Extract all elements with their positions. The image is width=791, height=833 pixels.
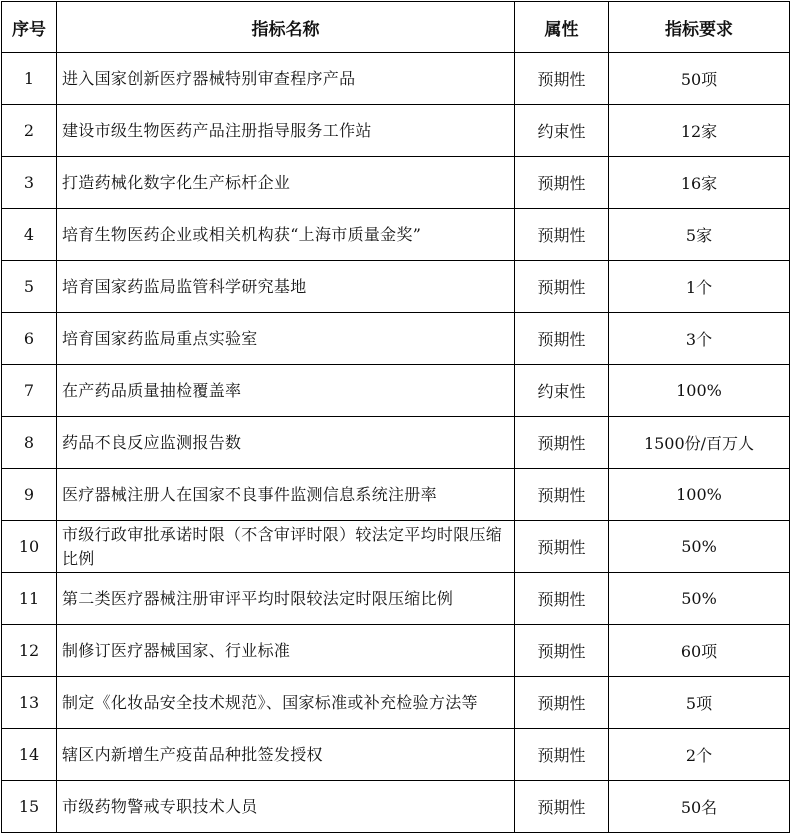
cell-index: 5 xyxy=(2,261,57,313)
cell-requirement: 50项 xyxy=(609,53,790,105)
cell-index: 13 xyxy=(2,677,57,729)
cell-name: 打造药械化数字化生产标杆企业 xyxy=(57,157,515,209)
cell-index: 11 xyxy=(2,573,57,625)
table-header xyxy=(2,2,790,53)
cell-name: 市级药物警戒专职技术人员 xyxy=(57,781,515,833)
cell-requirement: 1500份/百万人 xyxy=(609,417,790,469)
cell-requirement: 12家 xyxy=(609,105,790,157)
cell-index: 12 xyxy=(2,625,57,677)
cell-index: 9 xyxy=(2,469,57,521)
cell-requirement: 100% xyxy=(609,469,790,521)
cell-index: 15 xyxy=(2,781,57,833)
cell-name: 制修订医疗器械国家、行业标准 xyxy=(57,625,515,677)
header-requirement: 指标要求 xyxy=(609,2,790,53)
table-row xyxy=(2,105,790,157)
header-name: 指标名称 xyxy=(57,2,515,53)
cell-index: 2 xyxy=(2,105,57,157)
cell-attribute: 预期性 xyxy=(515,313,609,365)
cell-attribute: 预期性 xyxy=(515,625,609,677)
indicator-table xyxy=(1,1,790,833)
cell-name: 在产药品质量抽检覆盖率 xyxy=(57,365,515,417)
cell-name: 医疗器械注册人在国家不良事件监测信息系统注册率 xyxy=(57,469,515,521)
cell-requirement: 5家 xyxy=(609,209,790,261)
cell-attribute: 预期性 xyxy=(515,157,609,209)
cell-index: 7 xyxy=(2,365,57,417)
cell-attribute: 预期性 xyxy=(515,729,609,781)
cell-name: 培育国家药监局监管科学研究基地 xyxy=(57,261,515,313)
cell-name: 培育国家药监局重点实验室 xyxy=(57,313,515,365)
table-row xyxy=(2,313,790,365)
cell-attribute: 预期性 xyxy=(515,677,609,729)
header-index: 序号 xyxy=(2,2,57,53)
cell-attribute: 约束性 xyxy=(515,105,609,157)
cell-index: 6 xyxy=(2,313,57,365)
cell-attribute: 预期性 xyxy=(515,209,609,261)
table-row xyxy=(2,469,790,521)
cell-requirement: 5项 xyxy=(609,677,790,729)
cell-name: 制定《化妆品安全技术规范》、国家标准或补充检验方法等 xyxy=(57,677,515,729)
cell-name: 辖区内新增生产疫苗品种批签发授权 xyxy=(57,729,515,781)
cell-attribute: 预期性 xyxy=(515,417,609,469)
table-row xyxy=(2,417,790,469)
table-row xyxy=(2,729,790,781)
table-row xyxy=(2,157,790,209)
cell-attribute: 预期性 xyxy=(515,261,609,313)
table-row xyxy=(2,209,790,261)
cell-requirement: 100% xyxy=(609,365,790,417)
cell-index: 1 xyxy=(2,53,57,105)
cell-name: 市级行政审批承诺时限（不含审评时限）较法定平均时限压缩比例 xyxy=(57,521,515,573)
table-row xyxy=(2,781,790,833)
cell-requirement: 60项 xyxy=(609,625,790,677)
table-row xyxy=(2,521,790,573)
cell-attribute: 预期性 xyxy=(515,53,609,105)
table-row xyxy=(2,365,790,417)
cell-attribute: 预期性 xyxy=(515,521,609,573)
table-row xyxy=(2,625,790,677)
cell-requirement: 50% xyxy=(609,521,790,573)
cell-requirement: 16家 xyxy=(609,157,790,209)
cell-name: 培育生物医药企业或相关机构获“上海市质量金奖” xyxy=(57,209,515,261)
header-attribute: 属性 xyxy=(515,2,609,53)
cell-name: 第二类医疗器械注册审评平均时限较法定时限压缩比例 xyxy=(57,573,515,625)
cell-requirement: 2个 xyxy=(609,729,790,781)
cell-requirement: 50% xyxy=(609,573,790,625)
cell-requirement: 1个 xyxy=(609,261,790,313)
cell-name: 药品不良反应监测报告数 xyxy=(57,417,515,469)
cell-name: 进入国家创新医疗器械特别审查程序产品 xyxy=(57,53,515,105)
table-row xyxy=(2,677,790,729)
table-row xyxy=(2,261,790,313)
table-body xyxy=(2,53,790,833)
cell-index: 3 xyxy=(2,157,57,209)
cell-attribute: 约束性 xyxy=(515,365,609,417)
cell-requirement: 50名 xyxy=(609,781,790,833)
cell-name: 建设市级生物医药产品注册指导服务工作站 xyxy=(57,105,515,157)
cell-index: 14 xyxy=(2,729,57,781)
cell-requirement: 3个 xyxy=(609,313,790,365)
cell-index: 10 xyxy=(2,521,57,573)
cell-index: 8 xyxy=(2,417,57,469)
cell-index: 4 xyxy=(2,209,57,261)
table-row xyxy=(2,53,790,105)
table-row xyxy=(2,573,790,625)
header-row xyxy=(2,2,790,53)
cell-attribute: 预期性 xyxy=(515,781,609,833)
cell-attribute: 预期性 xyxy=(515,469,609,521)
cell-attribute: 预期性 xyxy=(515,573,609,625)
